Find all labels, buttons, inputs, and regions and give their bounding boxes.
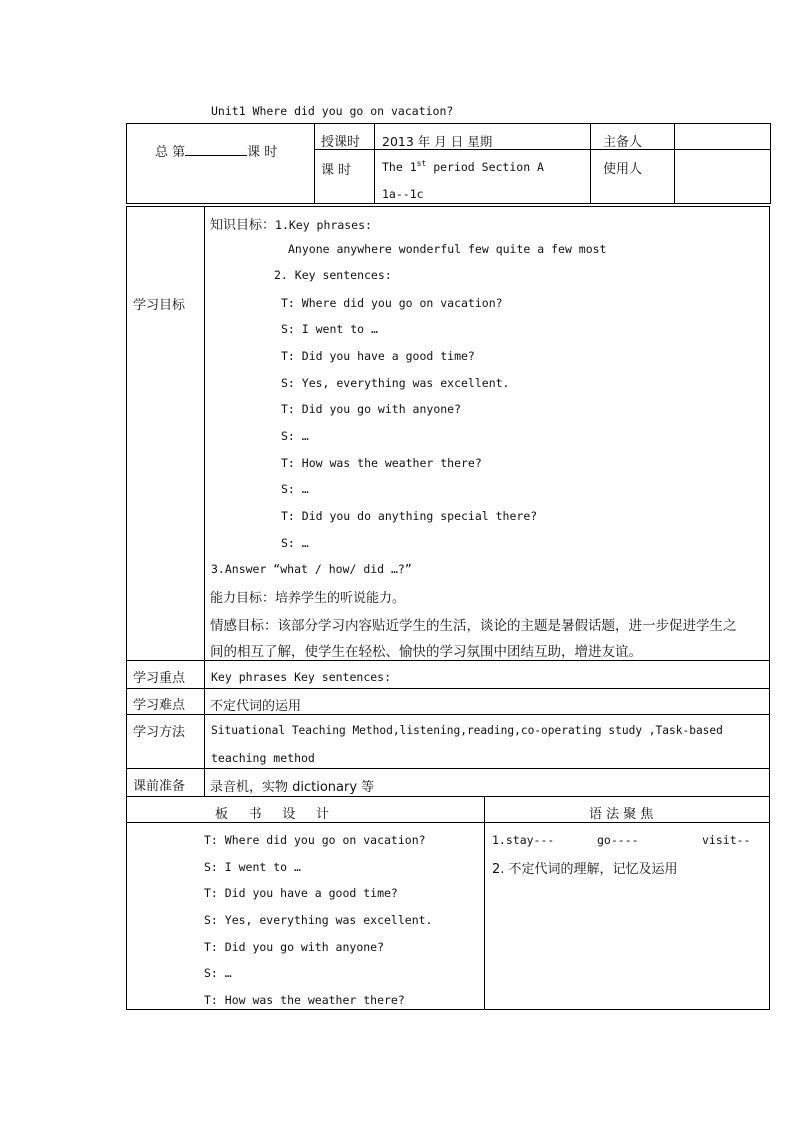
period-label: 课 时: [321, 163, 352, 178]
user-label: 使用人: [603, 162, 643, 177]
answer-line: 3.Answer “what / how/ did …?”: [211, 562, 412, 576]
focus-value: Key phrases Key sentences:: [211, 670, 392, 684]
dialogue-line: S: …: [281, 429, 309, 443]
board-line: S: I went to …: [204, 860, 301, 874]
dialogue-line: T: How was the weather there?: [281, 456, 482, 470]
emotion-objective-cont: 间的相互了解，使学生在轻松、愉快的学习氛围中团结互助，增进友谊。: [210, 644, 642, 660]
focus-label: 学习重点: [133, 671, 186, 686]
dialogue-line: T: Where did you go on vacation?: [281, 296, 503, 310]
board-design-header: 板 书 设 计: [215, 807, 329, 822]
grammar-focus-header: 语 法 聚 焦: [589, 807, 654, 822]
prepare-label: 主备人: [603, 135, 643, 150]
grammar-item-stay: 1.stay---: [492, 833, 555, 847]
ability-objective: 能力目标：培养学生的听说能力。: [210, 591, 406, 606]
difficulty-value: 不定代词的运用: [210, 699, 302, 714]
dialogue-line: S: I went to …: [281, 322, 378, 336]
dialogue-line: S: Yes, everything was excellent.: [281, 376, 510, 390]
grammar-item-visit: visit--: [702, 833, 751, 847]
grammar-item-go: go----: [597, 833, 639, 847]
key-sentences-label: 2. Key sentences:: [274, 268, 392, 282]
dialogue-line: T: Did you go with anyone?: [281, 402, 462, 416]
lesson-count-label: 总 第 课 时: [155, 145, 278, 160]
prep-value: 录音机，实物 dictionary 等: [210, 780, 375, 795]
grammar-item-2: 2. 不定代词的理解，记忆及运用: [492, 862, 678, 877]
difficulty-label: 学习难点: [133, 698, 186, 713]
prep-label: 课前准备: [133, 779, 186, 794]
board-line: S: Yes, everything was excellent.: [204, 913, 433, 927]
board-line: T: Did you go with anyone?: [204, 940, 385, 954]
teach-time-label: 授课时: [321, 135, 361, 150]
objectives-label: 学习目标: [133, 298, 186, 313]
period-value-line2: 1a--1c: [382, 187, 424, 201]
method-label: 学习方法: [133, 725, 186, 740]
key-phrases: Anyone anywhere wonderful few quite a few most: [288, 242, 607, 256]
knowledge-objective: 知识目标：1.Key phrases:: [210, 218, 372, 233]
method-value-cont: teaching method: [211, 751, 315, 765]
dialogue-line: T: Did you have a good time?: [281, 349, 475, 363]
page-title: Unit1 Where did you go on vacation?: [211, 104, 454, 118]
board-line: T: Did you have a good time?: [204, 886, 398, 900]
dialogue-line: S: …: [281, 536, 309, 550]
date-field: 2013 年 月 日 星期: [382, 134, 493, 149]
period-value: The 1st period Section A: [382, 159, 544, 174]
emotion-objective: 情感目标：该部分学习内容贴近学生的生活，谈论的主题是暑假话题，进一步促进学生之: [210, 618, 737, 634]
dialogue-line: S: …: [281, 482, 309, 496]
method-value: Situational Teaching Method,listening,reading,co-operating study ,Task-based: [211, 724, 723, 737]
board-line: T: How was the weather there?: [204, 993, 405, 1007]
board-line: T: Where did you go on vacation?: [204, 833, 426, 847]
board-line: S: …: [204, 966, 232, 980]
dialogue-line: T: Did you do anything special there?: [281, 509, 538, 523]
lesson-count-blank: [185, 143, 247, 156]
